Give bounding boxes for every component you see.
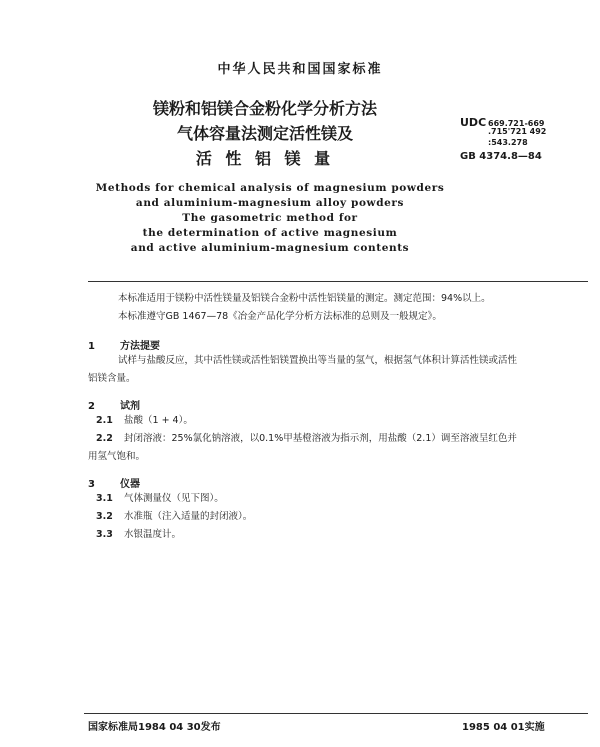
section-1-heading [88,334,160,353]
effective-date: 1985 04 01实施 [462,722,545,733]
apparatus-item-3-2 [96,508,586,526]
english-title-line-3: The gasometric method for [182,212,358,224]
chinese-title-line-2: 气体容量法测定活性镁及 [176,124,353,143]
section-3-title: 仪器 [120,479,140,490]
intro-paragraph-2: 本标准遵守GB 1467—78《冶金产品化学分析方法标准的总则及一般规定》。 [118,311,442,322]
item-number: 2.1 [96,415,113,426]
english-title-line-4: the determination of active magnesium [142,227,398,239]
reagent-item-2-2 [96,430,588,448]
item-text: 水银温度计。 [124,529,182,540]
section-2-title: 试剂 [120,401,140,412]
section-1-text-line-1: 试样与盐酸反应，其中活性镁或活性铝镁置换出等当量的氢气，根据氢气体积计算活性镁或活性 [118,355,518,366]
chinese-title-line-3: 活 性 铝 镁 量 [195,149,335,168]
reagent-item-2-2-continued: 用氢气饱和。 [88,451,146,462]
apparatus-item-3-3 [96,526,586,544]
english-title-line-2: and aluminium-magnesium alloy powders [135,197,405,209]
english-title-line-1: Methods for chemical analysis of magnesium powders [95,182,445,194]
item-text: 封闭溶液：25%氯化钠溶液，以0.1%甲基橙溶液为指示剂，用盐酸（2.1）调至溶液呈红色并 [124,433,517,444]
section-2-number: 2 [88,401,95,412]
english-title-line-5: and active aluminium-magnesium contents [130,242,410,254]
udc-code-3: :543.278 [488,138,528,147]
udc-code-2: .715'721 492 [488,127,547,136]
section-3-heading [88,472,140,491]
item-number: 3.2 [96,511,113,522]
item-text: 盐酸（1 + 4）。 [124,415,193,426]
section-2-heading [88,394,140,413]
section-1-text-line-2: 铝镁含量。 [88,373,136,384]
udc-label: UDC [460,116,487,129]
issue-date: 国家标准局1984 04 30发布 [88,722,221,733]
gb-number: GB 4374.8—84 [460,151,542,162]
item-number: 3.1 [96,493,113,504]
chinese-title-line-1: 镁粉和铝镁合金粉化学分析方法 [152,99,377,118]
english-title [80,181,460,256]
item-text: 气体测量仪（见下图）。 [124,493,224,504]
footer-divider [84,713,588,714]
item-text: 水准瓶（注入适量的封闭液）。 [124,511,253,522]
intro-paragraph-1: 本标准适用于镁粉中活性镁量及铝镁合金粉中活性铝镁量的测定。测定范围：94%以上。 [118,293,491,304]
title-divider [88,281,588,282]
apparatus-item-3-1 [96,490,586,508]
reagent-item-2-1 [96,412,586,430]
section-3-number: 3 [88,479,95,490]
item-number: 3.3 [96,529,113,540]
section-1-number: 1 [88,341,95,352]
item-number: 2.2 [96,433,113,444]
section-1-title: 方法提要 [120,341,160,352]
udc-code-1: 669.721-669 [488,119,545,128]
standard-header: 中华人民共和国国家标准 [217,62,383,77]
udc-block [460,116,590,162]
